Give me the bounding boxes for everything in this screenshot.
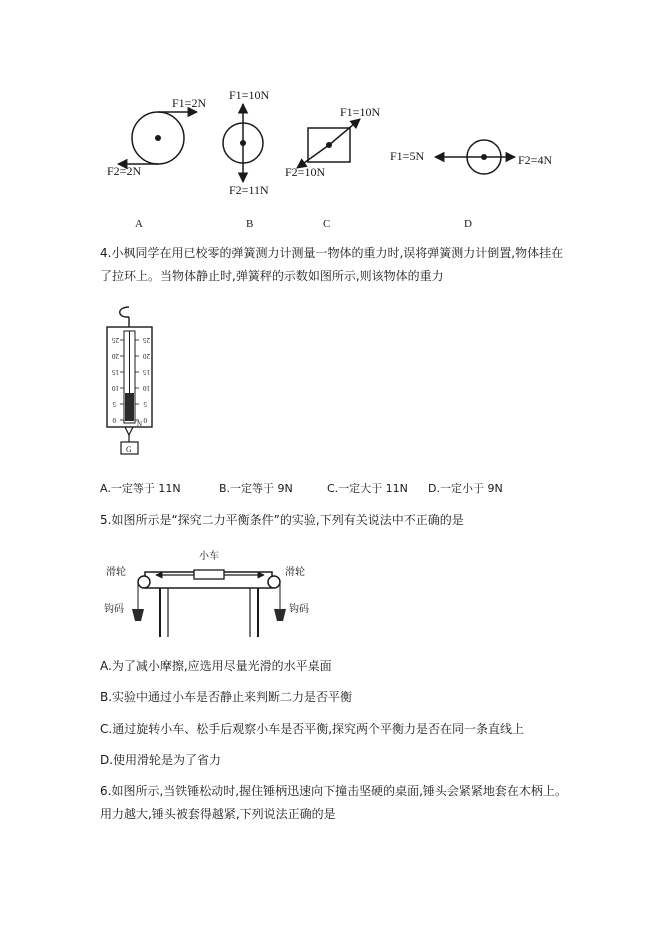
question-6-text: 6.如图所示,当铁锤松动时,握住锤柄迅速向下撞击坚硬的桌面,锤头会紧紧地套在木柄上。用力越大,锤头被套得越紧,下列说法正确的是 bbox=[100, 784, 567, 821]
scale-tick-right-0: 25 bbox=[143, 336, 150, 344]
diagram-a-axle bbox=[155, 135, 161, 141]
pulley-right bbox=[268, 576, 280, 588]
cart bbox=[194, 570, 224, 579]
spring-scale-ring bbox=[125, 427, 133, 435]
diagram-d-option: D bbox=[464, 218, 472, 230]
diagram-d-f1-label: F1=5N bbox=[390, 149, 425, 163]
diagram-c-option: C bbox=[323, 218, 331, 230]
diagram-c bbox=[285, 105, 380, 179]
scale-tick-right-2: 15 bbox=[143, 368, 150, 376]
diagram-c-f1-label: F1=10N bbox=[340, 105, 381, 119]
diagram-b-f2-label: F2=11N bbox=[229, 183, 269, 197]
diagram-c-f1-arrow bbox=[329, 119, 360, 145]
q5-option-a[interactable]: A.为了减小摩擦,应选用尽量光滑的水平桌面 bbox=[100, 659, 332, 673]
scale-tick-left-0: 25 bbox=[112, 336, 119, 344]
diagram-a-f1-label: F1=2N bbox=[172, 96, 207, 110]
scale-tick-right-3: 10 bbox=[143, 384, 150, 392]
weight-left bbox=[132, 609, 144, 621]
diagram-d bbox=[390, 140, 552, 174]
scale-weight-label: G bbox=[126, 445, 132, 454]
q4-option-a[interactable]: A.一定等于 11N bbox=[100, 482, 181, 495]
diagram-b-f1-label: F1=10N bbox=[229, 88, 270, 102]
spring-scale-figure bbox=[95, 305, 165, 460]
q4-option-c[interactable]: C.一定大于 11N bbox=[327, 482, 408, 495]
weight-right bbox=[274, 609, 286, 621]
diagram-d-f2-label: F2=4N bbox=[518, 153, 553, 167]
force-diagrams bbox=[0, 0, 661, 240]
q5-option-b[interactable]: B.实验中通过小车是否静止来判断二力是否平衡 bbox=[100, 690, 353, 704]
scale-tick-left-2: 15 bbox=[112, 368, 119, 376]
scale-tick-right-5: 0 bbox=[143, 416, 147, 424]
scale-tick-right-1: 20 bbox=[143, 352, 150, 360]
scale-unit-label: N bbox=[137, 420, 143, 428]
pulley-label-right: 滑轮 bbox=[285, 567, 305, 578]
scale-tick-left-1: 20 bbox=[112, 352, 119, 360]
pulley-label-left: 滑轮 bbox=[106, 567, 126, 578]
q4-option-b[interactable]: B.一定等于 9N bbox=[219, 482, 293, 495]
diagram-c-f2-label: F2=10N bbox=[285, 165, 326, 179]
scale-tick-right-4: 5 bbox=[143, 400, 147, 408]
q4-option-d[interactable]: D.一定小于 9N bbox=[428, 482, 503, 495]
diagram-a-option: A bbox=[135, 218, 143, 230]
q5-option-c[interactable]: C.通过旋转小车、松手后观察小车是否平衡,探究两个平衡力是否在同一条直线上 bbox=[100, 722, 525, 736]
cart-label: 小车 bbox=[199, 551, 219, 562]
spring-scale-spring bbox=[125, 393, 134, 421]
diagram-a-f2-label: F2=2N bbox=[107, 164, 142, 178]
question-5-text: 5.如图所示是“探究二力平衡条件”的实验,下列有关说法中不正确的是 bbox=[100, 513, 464, 527]
pulley-left bbox=[138, 576, 150, 588]
spring-scale-hook bbox=[120, 307, 129, 317]
balance-experiment-figure bbox=[100, 545, 315, 640]
scale-tick-left-3: 10 bbox=[112, 384, 119, 392]
diagram-b-option: B bbox=[246, 218, 254, 230]
diagram-a bbox=[107, 96, 206, 178]
q5-option-d[interactable]: D.使用滑轮是为了省力 bbox=[100, 753, 222, 767]
scale-tick-left-4: 5 bbox=[112, 400, 116, 408]
diagram-b bbox=[223, 88, 269, 197]
weight-label-right: 钩码 bbox=[289, 604, 309, 615]
scale-tick-left-5: 0 bbox=[112, 416, 116, 424]
weight-label-left: 钩码 bbox=[104, 604, 124, 615]
question-4-text: 4.小枫同学在用已校零的弹簧测力计测量一物体的重力时,误将弹簧测力计倒置,物体挂在了拉环上。当物体静止时,弹簧秤的示数如图所示,则该物体的重力 bbox=[100, 246, 564, 283]
